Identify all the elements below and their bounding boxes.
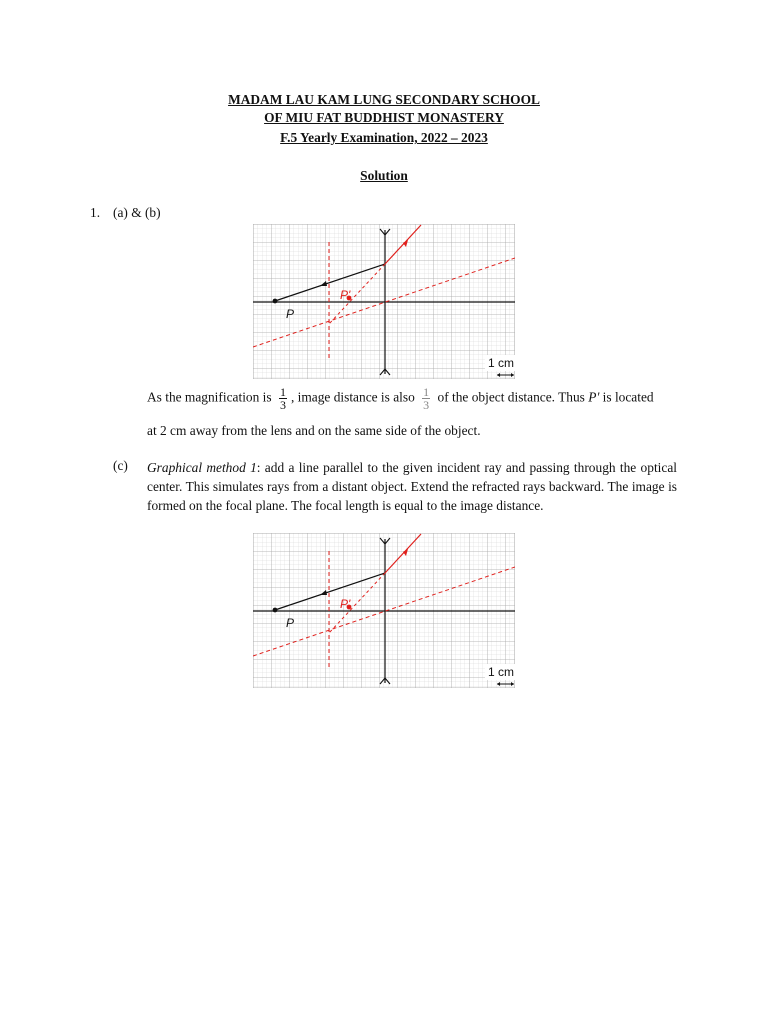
exam-title: F.5 Yearly Examination, 2022 – 2023 <box>280 130 488 145</box>
label-object: P <box>286 616 295 630</box>
school-name-line2: OF MIU FAT BUDDHIST MONASTERY <box>264 110 504 125</box>
ray-diagram-1 <box>253 224 515 379</box>
magnification-explanation: As the magnification is $\frac{1}{3}$ , image distance is also $\frac{1}{3}$ of the object distance. Thus P' is located <box>147 385 654 412</box>
magnification-explanation-line2: at 2 cm away from the lens and on the same side of the object. <box>147 423 481 438</box>
fraction-one-third: $\frac{1}{3}$ <box>279 385 286 412</box>
scale-label: 1 cm <box>488 665 515 679</box>
graphical-method-text: Graphical method 1: add a line parallel to the given incident ray and passing through the optical center. This simulates rays from a distant object. Extend the refracted rays backward. The image is formed on the focal plane. The focal length is equal to the image distance. <box>147 460 677 513</box>
object-point <box>273 299 278 304</box>
part-c-label: (c) <box>113 458 128 473</box>
label-image: P' <box>340 288 351 302</box>
label-object: P <box>286 307 295 321</box>
label-image: P' <box>340 597 351 611</box>
school-name-line1: MADAM LAU KAM LUNG SECONDARY SCHOOL <box>228 92 540 107</box>
solution-heading: Solution <box>360 168 408 183</box>
object-point <box>273 608 278 613</box>
scale-label: 1 cm <box>488 356 515 370</box>
question-number: 1. <box>90 205 101 220</box>
fraction-one-third-2: $\frac{1}{3}$ <box>423 385 430 412</box>
question-parts-ab: (a) & (b) <box>113 205 161 220</box>
ray-diagram-2 <box>253 533 515 688</box>
